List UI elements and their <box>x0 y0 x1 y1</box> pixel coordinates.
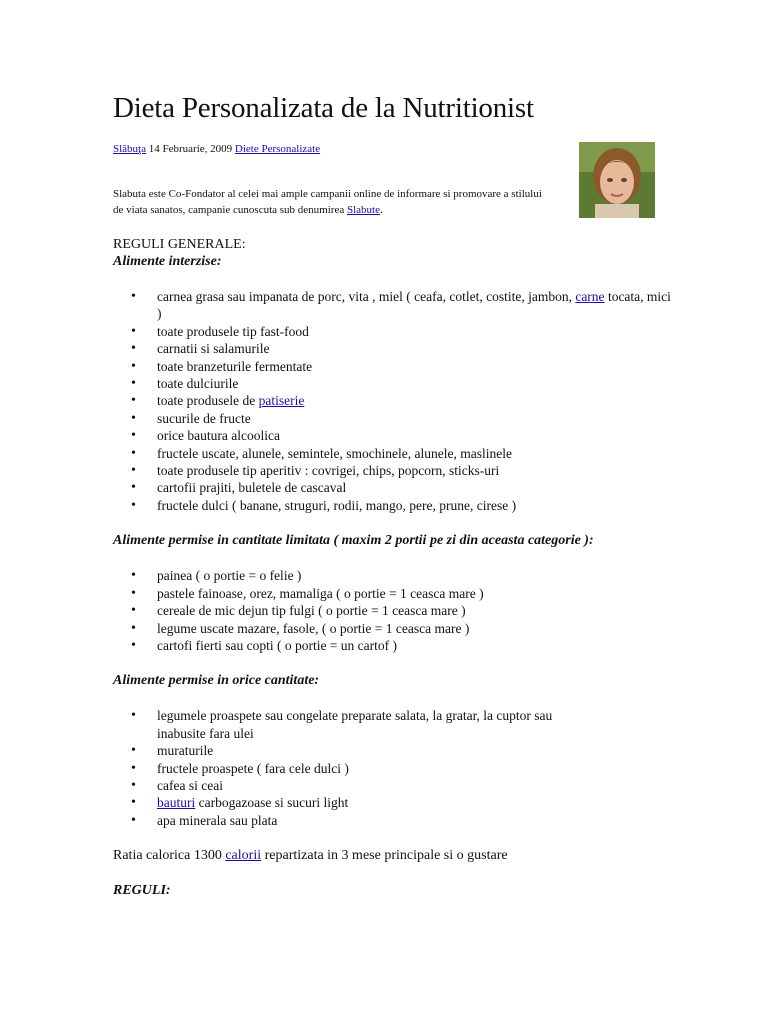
author-box <box>113 186 673 226</box>
forbidden-heading: Alimente interzise: <box>113 254 222 269</box>
list-item: • painea ( o portie = o felie ) <box>113 567 673 584</box>
slabute-link[interactable]: Slabute <box>346 204 380 216</box>
list-item: • carnea grasa sau impanata de porc, vita , miel ( ceafa, cotlet, costite, jambon, carne tocata, mici ) <box>113 288 673 323</box>
list-item: • apa minerala sau plata <box>113 812 673 829</box>
calorie-line: Ratia calorica 1300 calorii repartizata in 3 mese principale si o gustare <box>113 848 508 864</box>
list-item: • toate produsele de patiserie <box>113 392 673 409</box>
list-item: • cartofii prajiti, buletele de cascaval <box>113 479 673 496</box>
section-general-heading: REGULI GENERALE: <box>113 237 246 252</box>
carne-link[interactable]: carne <box>575 289 605 304</box>
list-item: • toate produsele tip fast-food <box>113 323 673 340</box>
article <box>113 90 673 899</box>
patiserie-link[interactable]: patiserie <box>258 393 305 409</box>
category-link[interactable]: Diete Personalizate <box>234 143 321 155</box>
author-link[interactable]: Slăbuţa <box>113 143 146 155</box>
list-item: • orice bautura alcoolica <box>113 427 673 444</box>
unlimited-heading: Alimente permise in orice cantitate: <box>113 673 320 689</box>
author-bio-end: . <box>379 204 383 216</box>
list-item: • fructele proaspete ( fara cele dulci ) <box>113 760 673 777</box>
list-item: • toate produsele tip aperitiv : covrigei, chips, popcorn, sticks-uri <box>113 462 673 479</box>
list-item: • legumele proaspete sau congelate preparate salata, la gratar, la cuptor sau inabusite fara ulei <box>113 707 673 742</box>
author-avatar <box>579 142 655 218</box>
author-bio <box>113 186 553 218</box>
author-bio-text: Slabuta este Co-Fondator al celei mai ample campanii online de informare si promovare a stilului de viata sanatos, campanie cunoscuta sub denumirea <box>113 188 542 216</box>
post-date: 14 Februarie, 2009 <box>148 143 233 155</box>
list-item: • fructele uscate, alunele, semintele, smochinele, alunele, maslinele <box>113 445 673 462</box>
limited-heading: Alimente permise in cantitate limitata ( maxim 2 portii pe zi din aceasta categorie ): <box>113 533 594 549</box>
list-item: • toate branzeturile fermentate <box>113 358 673 375</box>
list-item: • carnatii si salamurile <box>113 340 673 357</box>
calorii-link[interactable]: calorii <box>225 848 262 864</box>
rules-heading: REGULI: <box>113 883 171 899</box>
list-item: • bauturi carbogazoase si sucuri light <box>113 794 673 811</box>
bauturi-link[interactable]: bauturi <box>157 795 196 811</box>
list-item: • cartofi fierti sau copti ( o portie = un cartof ) <box>113 637 673 654</box>
list-item: • pastele fainoase, orez, mamaliga ( o portie = 1 ceasca mare ) <box>113 585 673 602</box>
list-item: • sucurile de fructe <box>113 410 673 427</box>
unlimited-list <box>113 707 673 829</box>
list-item: • toate dulciurile <box>113 375 673 392</box>
list-item: • muraturile <box>113 742 673 759</box>
list-item: • fructele dulci ( banane, struguri, rodii, mango, pere, prune, cirese ) <box>113 497 673 514</box>
forbidden-list <box>113 288 673 514</box>
list-item: • cafea si ceai <box>113 777 673 794</box>
list-item: • legume uscate mazare, fasole, ( o portie = 1 ceasca mare ) <box>113 620 673 637</box>
list-item: • cereale de mic dejun tip fulgi ( o portie = 1 ceasca mare ) <box>113 602 673 619</box>
limited-list <box>113 567 673 654</box>
page-title: Dieta Personalizata de la Nutritionist <box>113 92 534 124</box>
